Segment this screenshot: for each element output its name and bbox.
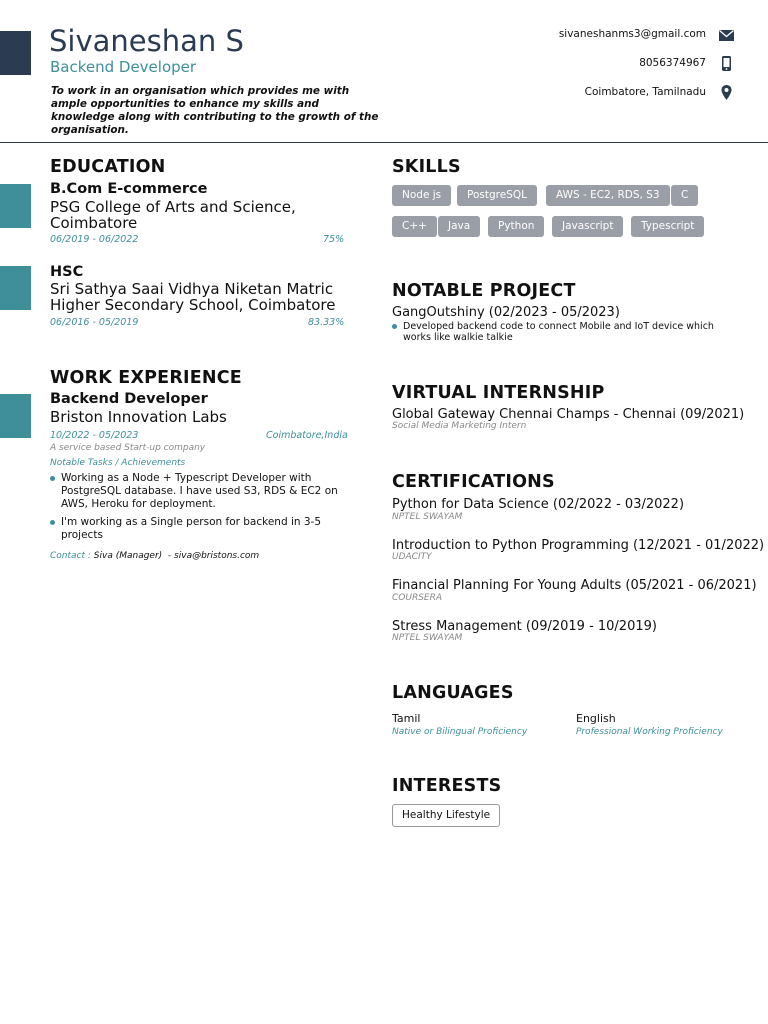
skill-chip: Java (438, 216, 480, 237)
candidate-role: Backend Developer (50, 58, 197, 76)
education-degree: B.Com E-commerce (50, 181, 208, 197)
skill-chip: C (671, 185, 698, 206)
language-level: Native or Bilingual Proficiency (392, 727, 528, 737)
education-heading: EDUCATION (50, 157, 166, 177)
certification-issuer: COURSERA (392, 593, 443, 603)
education-school: Sri Sathya Saai Vidhya Niketan Matric Higher Secondary School, Coimbatore (50, 280, 336, 314)
contact-person: Siva (Manager) (93, 551, 163, 561)
virtual-internship-heading: VIRTUAL INTERNSHIP (392, 383, 605, 403)
certification-title: Financial Planning For Young Adults (05/2021 - 06/2021) (392, 578, 757, 593)
skill-chip: C++ (392, 216, 437, 237)
notable-project-heading: NOTABLE PROJECT (392, 281, 576, 301)
skill-chip: Node js (392, 185, 451, 206)
tasks-label: Notable Tasks / Achievements (50, 458, 186, 468)
phone-text[interactable]: 8056374967 (639, 57, 706, 69)
skills-heading: SKILLS (392, 157, 461, 177)
contact-email[interactable]: siva@bristons.com (174, 551, 260, 561)
career-objective: To work in an organisation which provides me with ample opportunities to enhance my skills and knowledge along with contributing to the growth of the organisation. (51, 85, 379, 136)
certification-title: Stress Management (09/2019 - 10/2019) (392, 619, 657, 634)
skill-chip: AWS - EC2, RDS, S3 (546, 185, 670, 206)
work-experience-heading: WORK EXPERIENCE (50, 368, 242, 388)
task-item: Working as a Node + Typescript Developer with PostgreSQL database. I have used S3, RDS & EC2 on AWS, Heroku for deployment. (50, 472, 340, 511)
work-item-marker (0, 394, 31, 438)
internship-title: Global Gateway Chennai Champs - Chennai (09/2021) (392, 407, 745, 422)
certification-title: Python for Data Science (02/2022 - 03/2022) (392, 497, 685, 512)
education-school: PSG College of Arts and Science, Coimbatore (50, 198, 296, 232)
contact-separator: - (167, 551, 172, 561)
job-title: Backend Developer (50, 391, 208, 407)
education-degree: HSC (50, 264, 84, 280)
skill-chip: Typescript (631, 216, 704, 237)
internship-role: Social Media Marketing Intern (392, 421, 527, 431)
skill-chip: Python (488, 216, 544, 237)
contact-label: Contact : (50, 551, 91, 561)
email-text[interactable]: sivaneshanms3@gmail.com (558, 28, 706, 40)
job-dates: 10/2022 - 05/2023 (50, 430, 139, 441)
company-name: Briston Innovation Labs (50, 408, 227, 426)
project-title: GangOutshiny (02/2023 - 05/2023) (392, 305, 620, 320)
certification-issuer: NPTEL SWAYAM (392, 633, 463, 643)
phone-icon (718, 55, 735, 72)
candidate-name: Sivaneshan S (49, 24, 244, 58)
language-level: Professional Working Proficiency (576, 727, 723, 737)
education-item-marker (0, 266, 31, 310)
interest-chip: Healthy Lifestyle (392, 804, 500, 827)
location-text: Coimbatore, Tamilnadu (584, 86, 706, 98)
location-pin-icon (718, 84, 735, 101)
education-score: 75% (323, 234, 345, 245)
project-bullet: Developed backend code to connect Mobile and IoT device which works like walkie talkie (392, 321, 722, 343)
header-divider (0, 142, 768, 143)
skill-chip: PostgreSQL (457, 185, 537, 206)
header-side-bar (0, 31, 31, 75)
skill-chip: Javascript (552, 216, 623, 237)
education-item-marker (0, 184, 31, 228)
certification-issuer: NPTEL SWAYAM (392, 512, 463, 522)
certification-title: Introduction to Python Programming (12/2021 - 01/2022) (392, 538, 765, 553)
education-score: 83.33% (308, 317, 345, 328)
task-item: I'm working as a Single person for backend in 3-5 projects (50, 516, 340, 542)
reference-contact (50, 551, 259, 561)
job-location: Coimbatore,India (266, 430, 348, 441)
certifications-heading: CERTIFICATIONS (392, 472, 555, 492)
education-dates: 06/2016 - 05/2019 (50, 317, 139, 328)
interests-heading: INTERESTS (392, 776, 502, 796)
language-name: Tamil (392, 712, 421, 725)
envelope-icon (718, 27, 735, 44)
language-name: English (576, 712, 616, 725)
company-description: A service based Start-up company (50, 443, 206, 453)
languages-heading: LANGUAGES (392, 683, 514, 703)
education-dates: 06/2019 - 06/2022 (50, 234, 139, 245)
certification-issuer: UDACITY (392, 552, 432, 562)
